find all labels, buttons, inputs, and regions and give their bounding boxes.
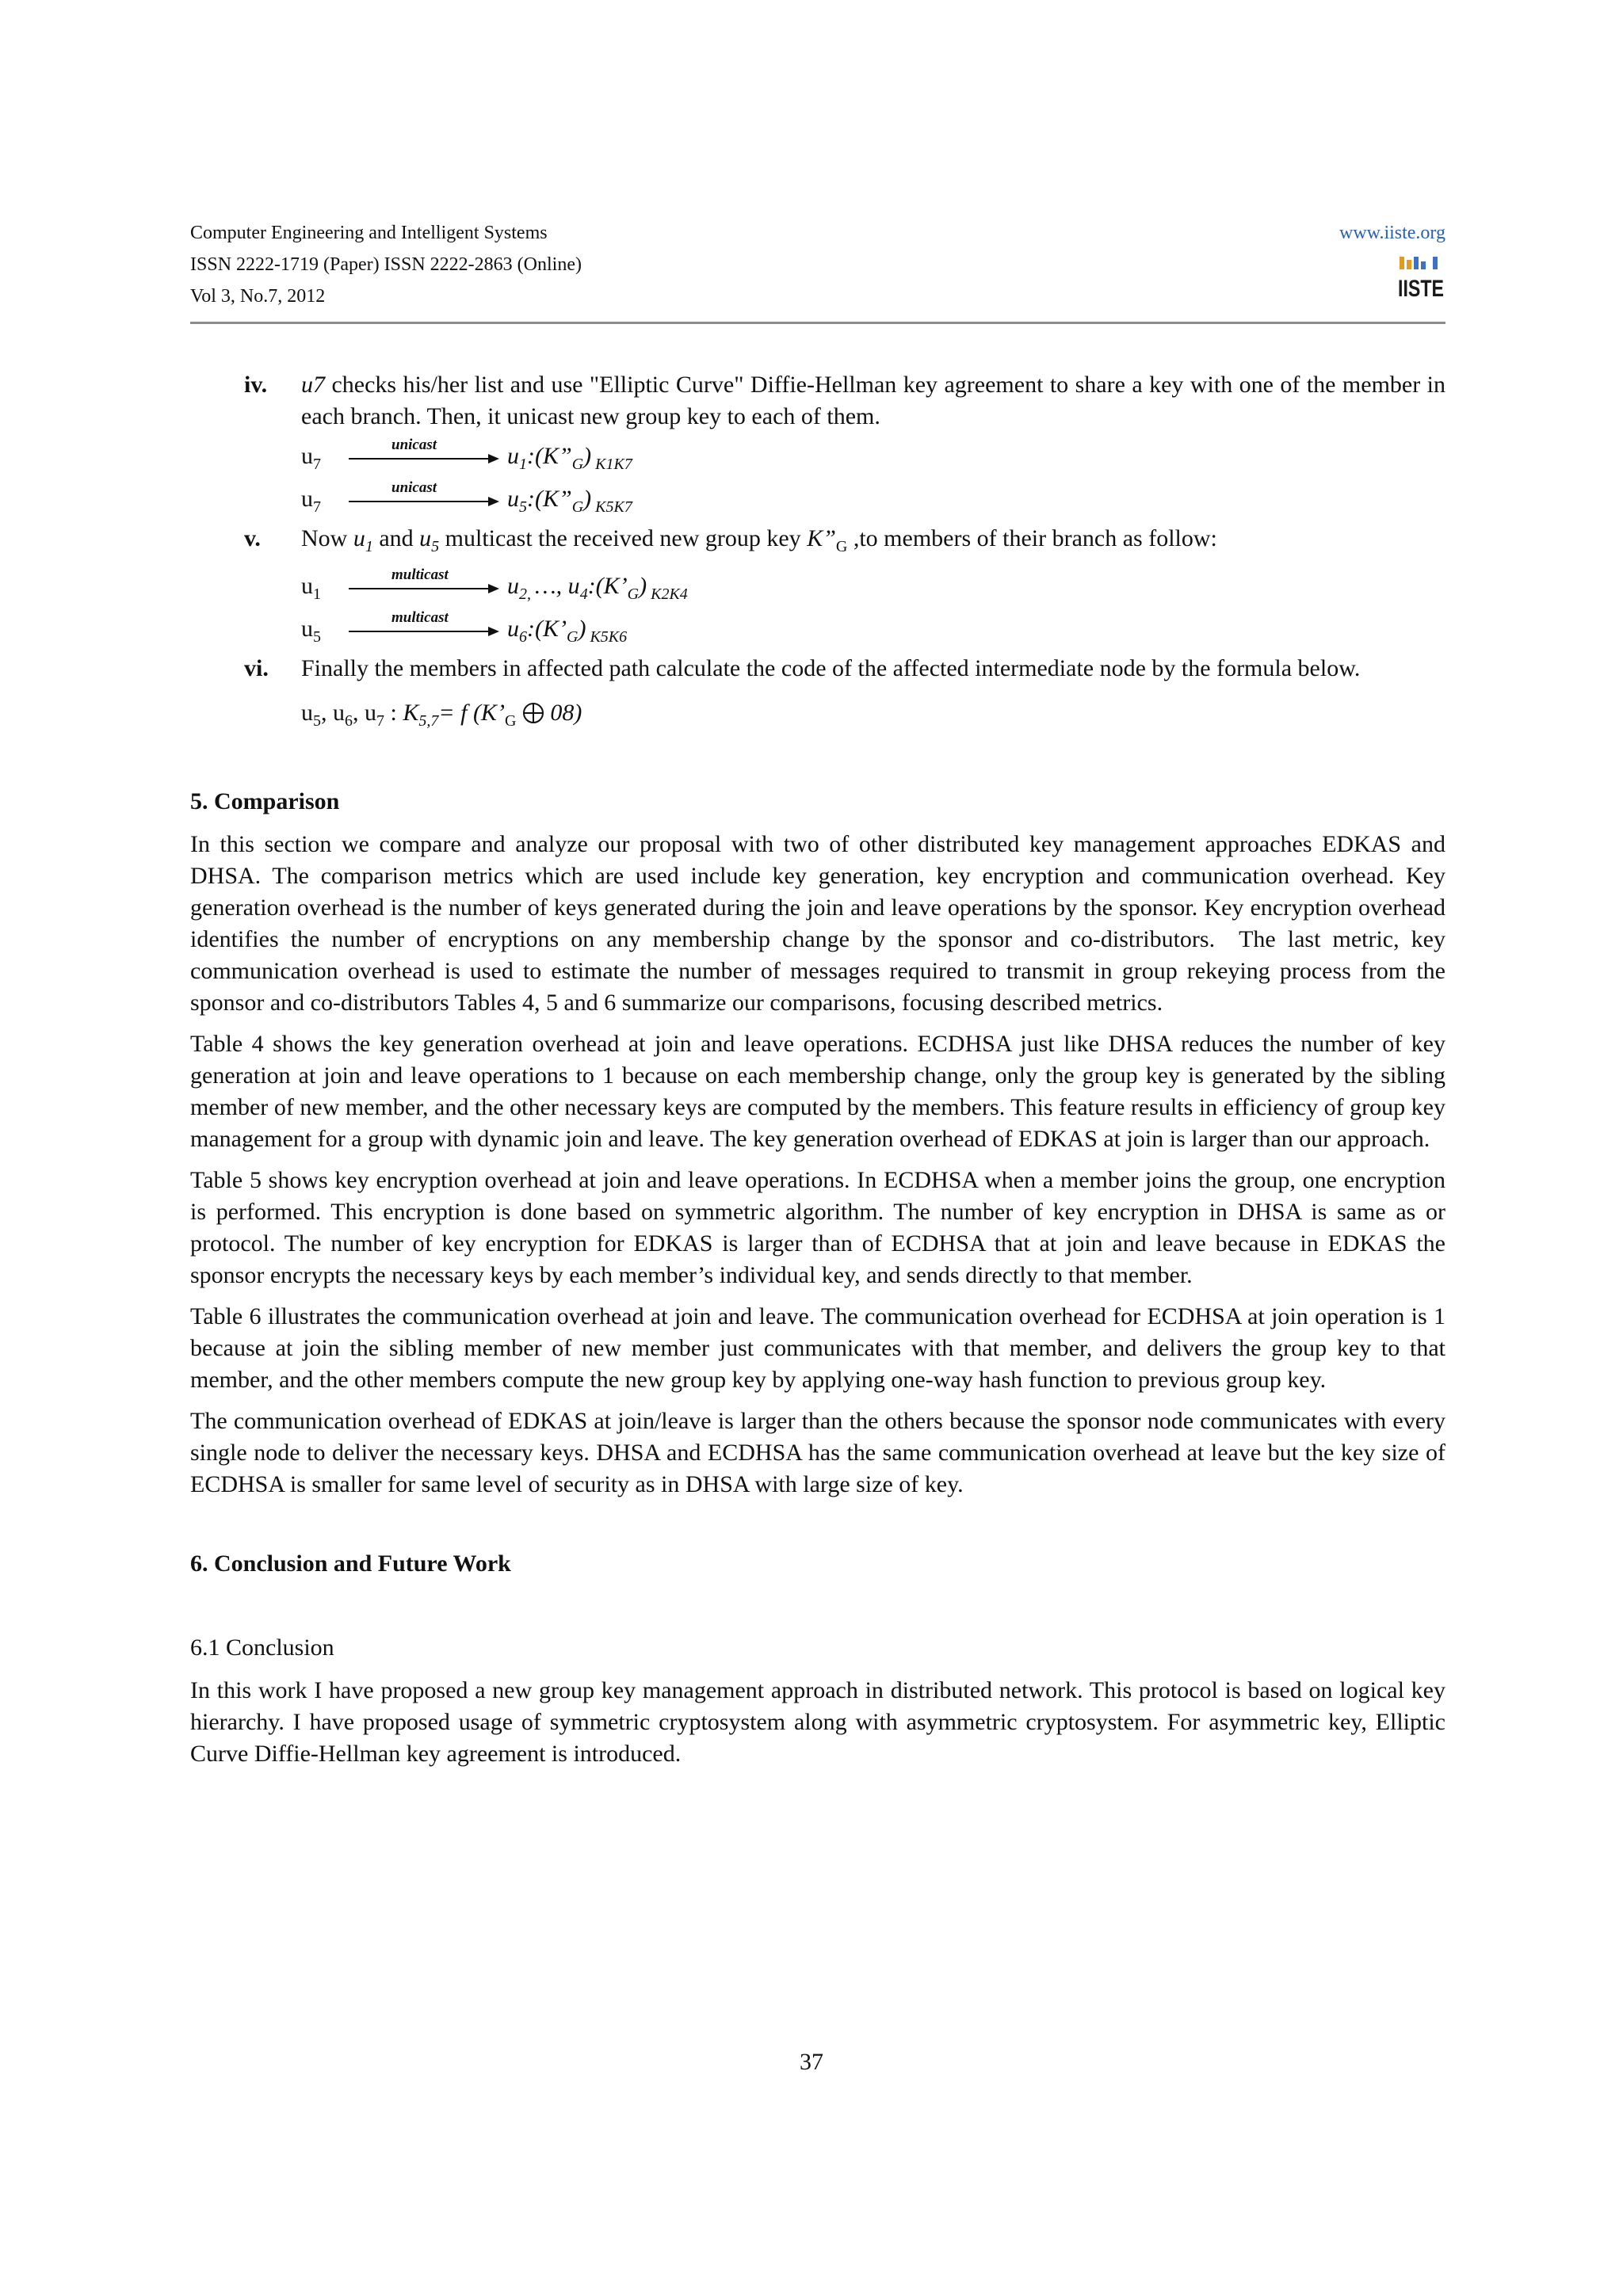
step-text: checks his/her list and use "Elliptic Curve" Diffie-Hellman key agreement to share a key with one of the member in each branch. Then, it unicast new group key to each of them. [301, 372, 1445, 429]
arrow-source: $u_7$ [301, 443, 321, 473]
xor-operator-icon [522, 702, 544, 724]
svg-text:IISTE: IISTE [1398, 276, 1444, 302]
user-ref: $u_5$ [419, 525, 440, 555]
arrow-target: $u_1:(K”_G)$ $_{K1K7}$ [507, 443, 632, 473]
paragraph: The communication overhead of EDKAS at join/leave is larger than the others because the sponsor node communicates with every single node to deliver the necessary keys. DHSA and ECDHSA has the same communication overhead at leave but the key size of ECDHSA is smaller for same level of security as in DHSA with large size of key. [190, 1408, 1445, 1497]
multicast-arrow-1 [190, 563, 1445, 605]
page-number: 37 [800, 2049, 823, 2075]
arrow-source: $u_1$ [301, 573, 321, 603]
step-v: v. Now $u_1$ and $u_5$ multicast the received new group key $K”_G$ ,to members of their branch as follow: [190, 523, 1445, 563]
step-number: iv. [244, 372, 268, 398]
right-arrow-icon [349, 582, 499, 596]
arrow-source: $u_5$ [301, 616, 321, 646]
multicast-arrow-2 [190, 605, 1445, 648]
step-number: v. [244, 525, 261, 551]
right-arrow-icon [349, 494, 499, 509]
arrow-label: multicast [391, 566, 449, 583]
user-ref: $u_1$ [353, 525, 373, 555]
right-arrow-icon [349, 452, 499, 466]
journal-header [190, 217, 582, 312]
paragraph: Table 5 shows key encryption overhead at join and leave operations. In ECDHSA when a member joins the group, one encryption is performed. This encryption is done based on symmetric algorithm. The number of key encryption in DHSA is same as or protocol. The number of key encryption for EDKAS is larger than of ECDHSA that at join and leave because in EDKAS the sponsor encrypts the necessary keys by each member’s individual key, and sends directly to that member. [190, 1167, 1445, 1288]
iiste-logo [1396, 255, 1445, 303]
arrow-label: unicast [391, 479, 437, 496]
arrow-target: $u_6:(K’_G)$ $_{K5K6}$ [507, 616, 628, 646]
user-ref: u7 [301, 372, 325, 398]
section-heading-comparison: 5. Comparison [190, 788, 340, 814]
issn-line: ISSN 2222-1719 (Paper) ISSN 2222-2863 (Online) [190, 254, 582, 275]
site-link[interactable]: www.iiste.org [1339, 223, 1445, 243]
subsection-heading: 6.1 Conclusion [190, 1634, 334, 1661]
step-text: Finally the members in affected path calculate the code of the affected intermediate node by the formula below. [301, 655, 1361, 681]
arrow-label: multicast [391, 609, 449, 626]
right-arrow-icon [349, 624, 499, 639]
step-iv [190, 369, 1445, 433]
publisher-header [1339, 217, 1445, 303]
arrow-target: $u_{2,}$ …, $u_4:(K’_G)$ $_{K2K4}$ [507, 573, 688, 603]
node-code-formula: $u_5$, $u_6$, $u_7$ : $K_{5,7}= f$ ($K’_G$ 08) [301, 700, 582, 730]
header-divider [190, 322, 1445, 324]
paragraph: Table 4 shows the key generation overhead at join and leave operations. ECDHSA just like DHSA reduces the number of key generation at join and leave operations to 1 because on each membership change, only the group key is generated by the sibling member of new member, and the other necessary keys are computed by the members. This feature results in efficiency of group key management for a group with dynamic join and leave. The key generation overhead of EDKAS at join is larger than our approach. [190, 1031, 1445, 1152]
step-vi [190, 653, 1445, 685]
volume-line: Vol 3, No.7, 2012 [190, 286, 326, 307]
step-number: vi. [244, 655, 269, 681]
arrow-target: $u_5:(K”_G)$ $_{K5K7}$ [507, 486, 632, 516]
paragraph: In this section we compare and analyze our proposal with two of other distributed key management approaches EDKAS and DHSA. The comparison metrics which are used include key generation, key encryption and communication overhead. Key generation overhead is the number of keys generated during the join and leave operations by the sponsor. Key encryption overhead identifies the number of encryptions on any membership change by the sponsor and co-distributors. The last metric, key communication overhead is used to estimate the number of messages required to transmit in group rekeying process from the sponsor and co-distributors Tables 4, 5 and 6 summarize our comparisons, focusing described metrics. [190, 831, 1445, 1016]
unicast-arrow-1 [190, 433, 1445, 475]
unicast-arrow-2 [190, 475, 1445, 518]
main-content [190, 369, 1445, 1779]
paragraph: Table 6 illustrates the communication overhead at join and leave. The communication overhead for ECDHSA at join operation is 1 because at join the sibling member of new member just communicates with that member, and delivers the group key to that member, and the other members compute the new group key by applying one-way hash function to previous group key. [190, 1303, 1445, 1393]
arrow-source: $u_7$ [301, 486, 321, 516]
journal-title: Computer Engineering and Intelligent Systems [190, 223, 548, 243]
group-key: K” [807, 525, 836, 551]
arrow-label: unicast [391, 437, 437, 453]
section-heading-conclusion: 6. Conclusion and Future Work [190, 1550, 511, 1577]
paragraph: In this work I have proposed a new group key management approach in distributed network. This protocol is based on logical key hierarchy. I have proposed usage of symmetric cryptosystem along with asymmetric cryptosystem. For asymmetric key, Elliptic Curve Diffie-Hellman key agreement is introduced. [190, 1677, 1445, 1767]
